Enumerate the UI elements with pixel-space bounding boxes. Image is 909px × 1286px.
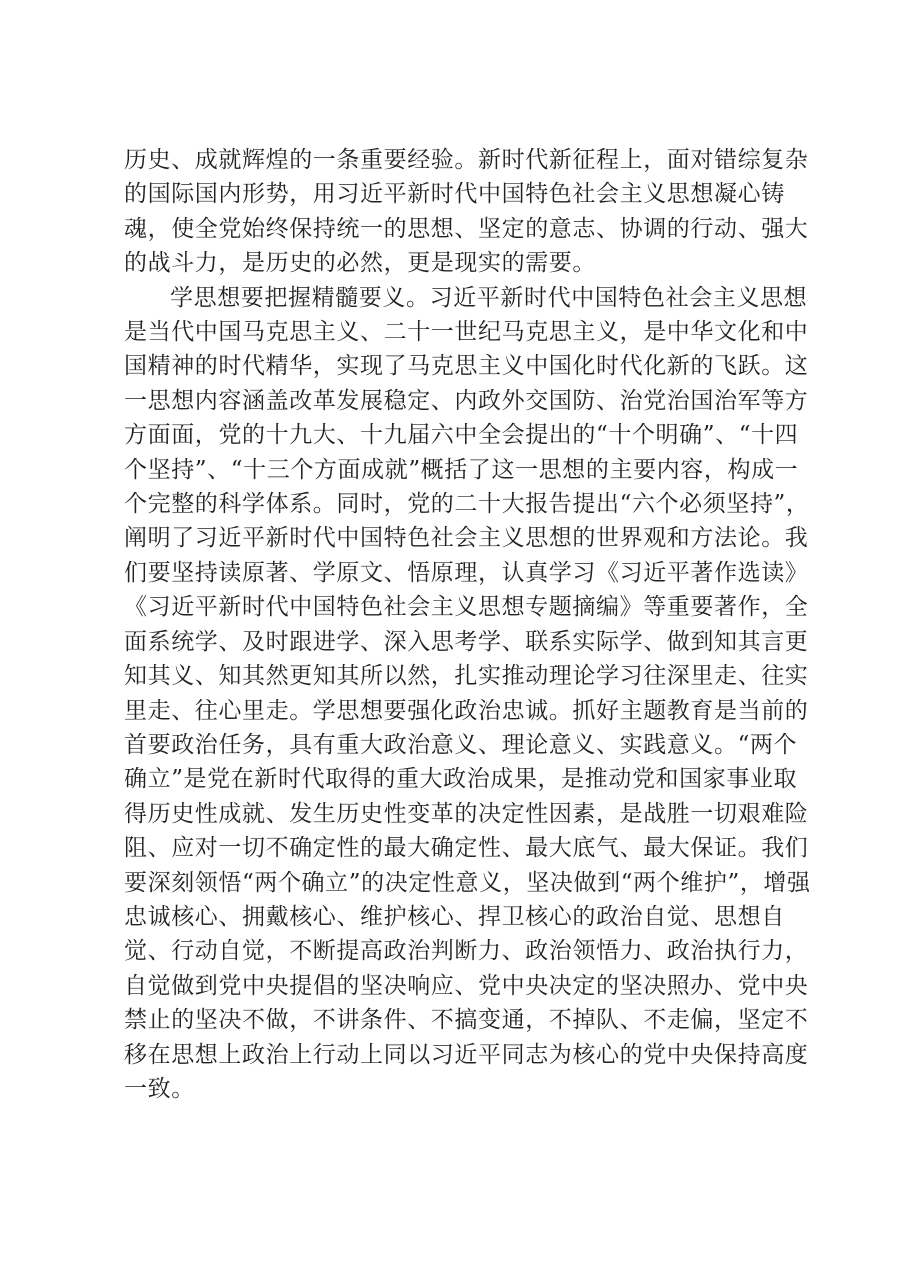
paragraph-main: 学思想要把握精髓要义。习近平新时代中国特色社会主义思想是当代中国马克思主义、二十一世纪马克思主义，是中华文化和中国精神的时代精华，实现了马克思主义中国化时代化新的飞跃。这一思想内容涵盖改革发展稳定、内政外交国防、治党治国治军等方方面面，党的十九大、十九届六中全会提出的“十个明确”、“十四个坚持”、“十三个方面成就”概括了这一思想的主要内容，构成一个完整的科学体系。同时，党的二十大报告提出“六个必须坚持”，阐明了习近平新时代中国特色社会主义思想的世界观和方法论。我们要坚持读原著、学原文、悟原理，认真学习《习近平著作选读》《习近平新时代中国特色社会主义思想专题摘编》等重要著作，全面系统学、及时跟进学、深入思考学、联系实际学、做到知其言更知其义、知其然更知其所以然，扎实推动理论学习往深里走、往实里走、往心里走。学思想要强化政治忠诚。抓好主题教育是当前的首要政治任务，具有重大政治意义、理论意义、实践意义。“两个确立”是党在新时代取得的重大政治成果，是推动党和国家事业取得历史性成就、发生历史性变革的决定性因素，是战胜一切艰难险阻、应对一切不确定性的最大确定性、最大底气、最大保证。我们要深刻领悟“两个确立”的决定性意义，坚决做到“两个维护”，增强忠诚核心、拥戴核心、维护核心、捍卫核心的政治自觉、思想自觉、行动自觉，不断提高政治判断力、政治领悟力、政治执行力，自觉做到党中央提倡的坚决响应、党中央决定的坚决照办、党中央禁止的坚决不做，不讲条件、不搞变通，不掉队、不走偏，坚定不移在思想上政治上行动上同以习近平同志为核心的党中央保持高度一致。	[124, 284, 811, 1102]
document-body	[124, 143, 814, 1106]
paragraph-continuation: 历史、成就辉煌的一条重要经验。新时代新征程上，面对错综复杂的国际国内形势，用习近平新时代中国特色社会主义思想凝心铸魂，使全党始终保持统一的思想、坚定的意志、协调的行动、强大的战斗力，是历史的必然，更是现实的需要。	[124, 147, 809, 277]
